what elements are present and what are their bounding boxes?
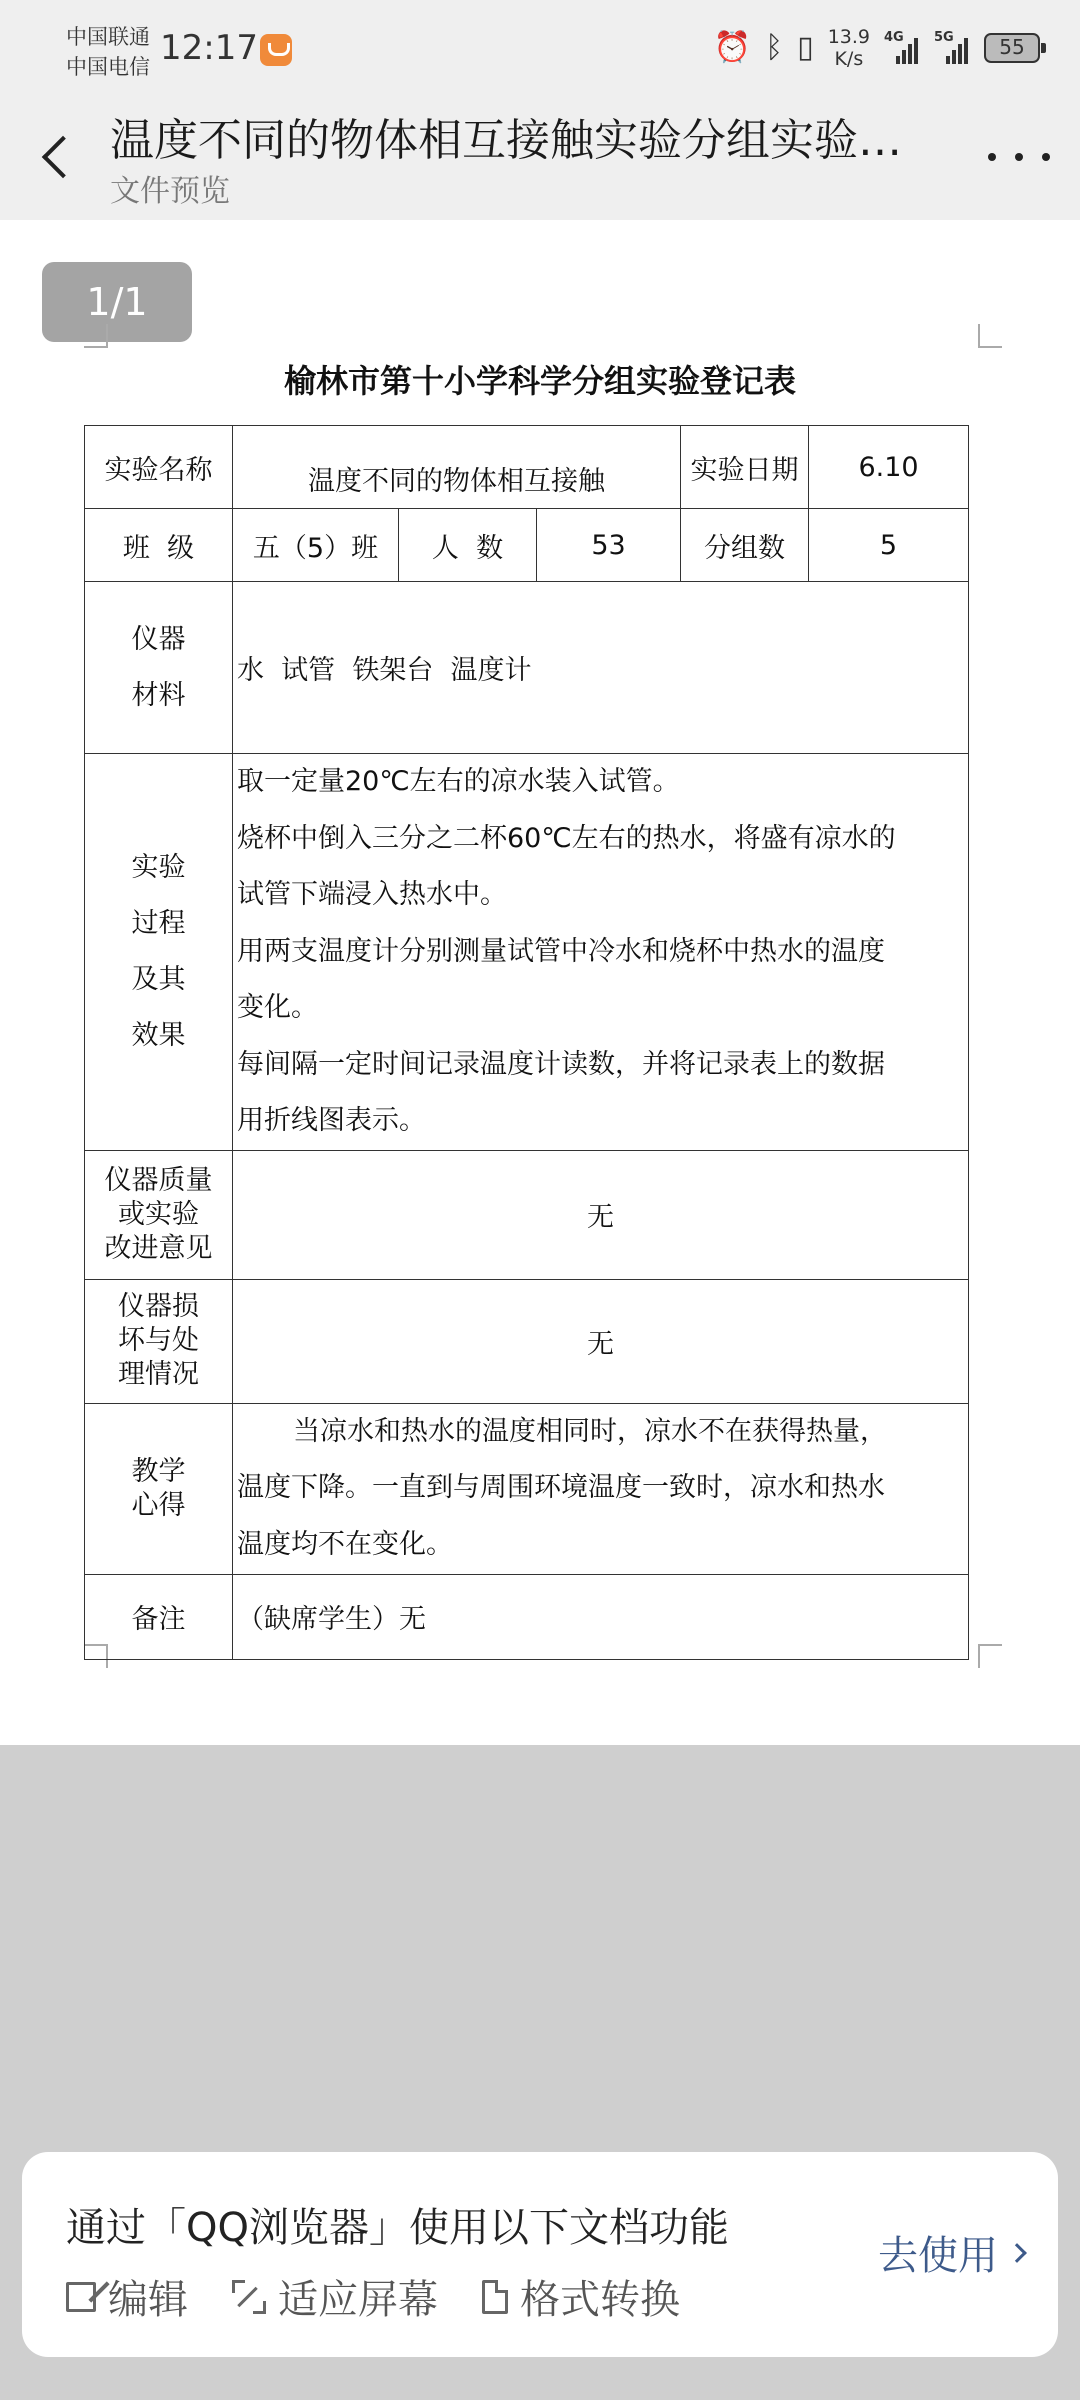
alarm-icon: ⏰ (713, 30, 752, 65)
teaching-line: 温度下降。一直到与周围环境温度一致时，凉水和热水 (237, 1472, 885, 1504)
network-speed (828, 26, 870, 70)
table-row (85, 509, 969, 582)
speed-unit: K/s (834, 48, 864, 70)
equipment-label (85, 582, 233, 754)
app-notification-icon (260, 34, 292, 66)
process-label-line: 过程 (131, 907, 186, 939)
equipment-label-line: 材料 (131, 679, 186, 711)
edit-action[interactable] (66, 2268, 188, 2325)
signal-icon-1 (884, 30, 920, 66)
carrier-2: 中国电信 (66, 55, 150, 79)
quality-label-line: 或实验 (118, 1198, 199, 1230)
damage-label-line: 坏与处 (118, 1325, 199, 1356)
quality-label (85, 1150, 233, 1279)
edit-action-label: 编辑 (108, 2277, 188, 2323)
process-line: 取一定量20℃左右的凉水装入试管。 (237, 766, 680, 797)
process-line: 烧杯中倒入三分之二杯60℃左右的热水，将盛有凉水的 (237, 822, 896, 854)
table-row (85, 426, 969, 509)
carrier-1: 中国联通 (66, 25, 150, 49)
table-row (85, 1150, 969, 1279)
damage-value: 无 (233, 1279, 969, 1403)
teaching-line: 当凉水和热水的温度相同时，凉水不在获得热量， (293, 1415, 887, 1447)
banner-title: 通过「QQ浏览器」使用以下文档功能 (66, 2205, 729, 2251)
remarks-value: （缺席学生）无 (233, 1574, 969, 1659)
class-value: 五（5）班 (233, 509, 399, 582)
equipment-value: 水 试管 铁架台 温度计 (233, 582, 969, 754)
teaching-value (233, 1403, 969, 1574)
process-label-line: 效果 (131, 1019, 186, 1051)
format-convert-action-label: 格式转换 (520, 2277, 680, 2323)
process-value (233, 754, 969, 1151)
process-label-line: 实验 (131, 851, 186, 883)
fit-screen-action[interactable] (232, 2268, 438, 2325)
edit-icon (66, 2282, 96, 2312)
document-subtitle: 文件预览 (110, 174, 230, 209)
experiment-date-label: 实验日期 (681, 426, 809, 509)
quality-label-line: 仪器质量 (104, 1164, 213, 1196)
damage-label (85, 1279, 233, 1403)
go-use-label: 去使用 (878, 2233, 998, 2279)
file-icon (482, 2280, 508, 2314)
experiment-date-value: 6.10 (809, 426, 969, 509)
table-row (85, 754, 969, 1151)
format-convert-action[interactable] (482, 2268, 680, 2325)
network-type-1: 4G (884, 30, 904, 45)
carrier-info (66, 22, 150, 82)
teaching-label-line: 教学 (131, 1455, 186, 1487)
process-line: 变化。 (237, 992, 318, 1023)
groups-value: 5 (809, 509, 969, 582)
network-type-2: 5G (934, 30, 954, 45)
speed-value: 13.9 (827, 26, 870, 48)
process-line: 每间隔一定时间记录温度计读数，并将记录表上的数据 (237, 1048, 885, 1080)
remarks-label: 备注 (85, 1574, 233, 1659)
table-row (85, 1574, 969, 1659)
process-label-line: 及其 (131, 963, 186, 995)
more-options-button[interactable] (984, 120, 1054, 190)
fit-screen-action-label: 适应屏幕 (278, 2277, 438, 2323)
students-value: 53 (537, 509, 681, 582)
process-line: 用两支温度计分别测量试管中冷水和烧杯中热水的温度 (237, 935, 885, 967)
process-line: 用折线图表示。 (237, 1105, 426, 1136)
class-label: 班 级 (85, 509, 233, 582)
teaching-label (85, 1403, 233, 1574)
teaching-line: 温度均不在变化。 (237, 1528, 453, 1560)
app-header (0, 90, 1080, 220)
equipment-label-line: 仪器 (131, 623, 186, 655)
banner-actions (66, 2268, 680, 2325)
status-bar (0, 0, 1080, 90)
document-title: 温度不同的物体相互接触实验分组实验… (110, 115, 902, 166)
table-row (85, 1403, 969, 1574)
chevron-right-icon (1007, 2243, 1027, 2263)
back-button[interactable] (30, 120, 90, 190)
go-use-button[interactable] (878, 2224, 1024, 2281)
quality-label-line: 改进意见 (104, 1232, 213, 1264)
experiment-name-value: 温度不同的物体相互接触 (233, 426, 681, 509)
bluetooth-icon: ᛒ (765, 30, 784, 65)
process-line: 试管下端浸入热水中。 (237, 879, 507, 910)
experiment-name-label: 实验名称 (85, 426, 233, 509)
groups-label: 分组数 (681, 509, 809, 582)
battery-icon: 55 (984, 33, 1040, 63)
qq-browser-banner (22, 2152, 1058, 2357)
signal-icon-2 (934, 30, 970, 66)
fit-screen-icon (232, 2280, 266, 2314)
damage-label-line: 理情况 (118, 1359, 199, 1390)
status-icons (714, 26, 1040, 70)
teaching-label-line: 心得 (131, 1489, 186, 1521)
crop-mark-top-left (84, 324, 108, 348)
table-row (85, 1279, 969, 1403)
quality-value: 无 (233, 1150, 969, 1279)
form-title: 榆林市第十小学科学分组实验登记表 (283, 362, 796, 400)
document-viewer[interactable] (0, 220, 1080, 1745)
vibrate-icon: ▯ (797, 30, 814, 65)
crop-mark-bottom-right (978, 1644, 1002, 1668)
process-label (85, 754, 233, 1151)
crop-mark-top-right (978, 324, 1002, 348)
students-label: 人 数 (399, 509, 537, 582)
table-row (85, 582, 969, 754)
damage-label-line: 仪器损 (118, 1291, 199, 1322)
experiment-form-table (84, 425, 969, 1660)
status-time: 12:17 (160, 28, 258, 68)
page-indicator: 1/1 (42, 262, 192, 342)
